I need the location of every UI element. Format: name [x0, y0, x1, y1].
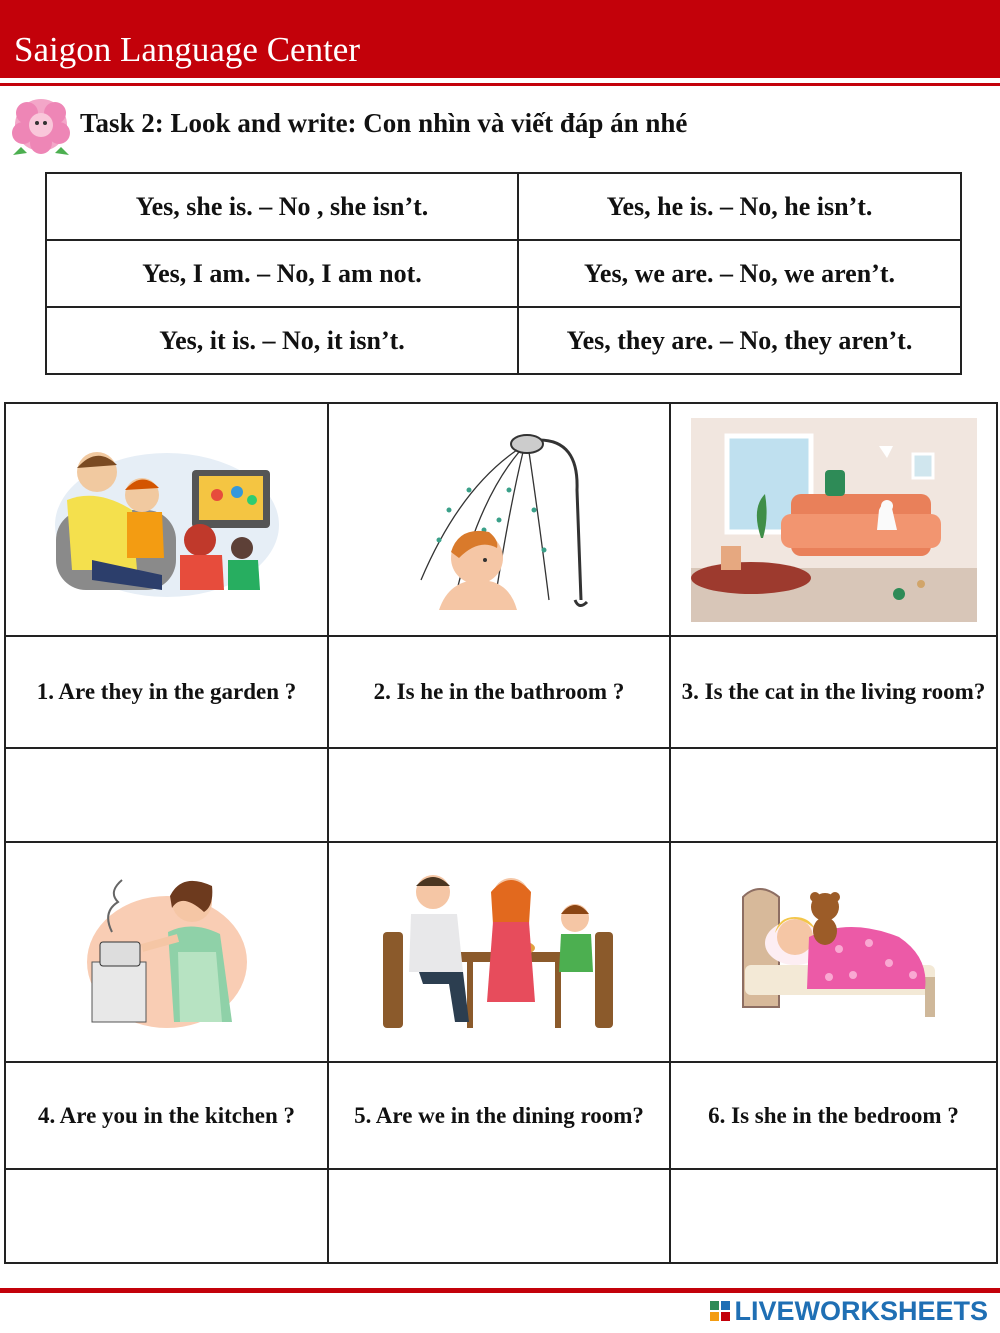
cat-living-room-image — [691, 418, 977, 622]
question-2-text: 2. Is he in the bathroom ? — [373, 679, 625, 704]
family-dining-image — [379, 872, 619, 1032]
picture-row — [5, 403, 997, 636]
question-4-text: 4. Are you in the kitchen ? — [37, 1102, 296, 1128]
answer-cell-5[interactable] — [328, 1169, 670, 1263]
answer-field-4[interactable] — [6, 1170, 327, 1262]
question-row — [5, 636, 997, 748]
picture-cell — [5, 403, 328, 636]
question-cell — [670, 636, 997, 748]
woman-cooking-image — [82, 872, 252, 1032]
answer-cell-6[interactable] — [670, 1169, 997, 1263]
header-divider — [0, 83, 1000, 86]
picture-row — [5, 842, 997, 1062]
answer-bank-row — [46, 307, 961, 374]
answer-field-3[interactable] — [671, 749, 996, 841]
question-cell — [5, 1062, 328, 1169]
picture-cell — [328, 842, 670, 1062]
task-title: Task 2: Look and write: Con nhìn và viết đáp án nhé — [80, 108, 688, 138]
header-bar — [0, 0, 1000, 78]
answer-bank-cell: Yes, it is. – No, it isn’t. — [46, 307, 518, 374]
flower-icon — [8, 92, 74, 158]
answer-bank-row — [46, 173, 961, 240]
question-5-text: 5. Are we in the dining room? — [354, 1102, 644, 1128]
picture-cell — [328, 403, 670, 636]
boy-shower-image — [399, 430, 599, 610]
girl-sleeping-image — [729, 877, 939, 1027]
answer-cell-3[interactable] — [670, 748, 997, 842]
picture-cell — [670, 403, 997, 636]
answer-bank-cell: Yes, I am. – No, I am not. — [46, 240, 518, 307]
question-1-text: 1. Are they in the garden ? — [36, 679, 297, 704]
answer-bank-row — [46, 240, 961, 307]
exercise-grid — [4, 402, 998, 1264]
question-cell — [670, 1062, 997, 1169]
answer-bank-cell: Yes, we are. – No, we aren’t. — [518, 240, 961, 307]
question-cell — [5, 636, 328, 748]
answer-cell-1[interactable] — [5, 748, 328, 842]
answer-field-2[interactable] — [329, 749, 669, 841]
answer-bank-cell: Yes, they are. – No, they aren’t. — [518, 307, 961, 374]
question-6-text: 6. Is she in the bedroom ? — [708, 1102, 959, 1128]
question-cell — [328, 636, 670, 748]
answer-bank-table — [45, 172, 962, 375]
answer-row — [5, 748, 997, 842]
liveworksheets-icon — [710, 1301, 730, 1321]
family-watching-tv-image — [52, 440, 282, 600]
answer-bank-cell: Yes, she is. – No , she isn’t. — [46, 173, 518, 240]
answer-field-1[interactable] — [6, 749, 327, 841]
question-row — [5, 1062, 997, 1169]
answer-bank-cell: Yes, he is. – No, he isn’t. — [518, 173, 961, 240]
footer-divider — [0, 1288, 1000, 1293]
liveworksheets-logo[interactable] — [710, 1296, 988, 1326]
question-3-text: 3. Is the cat in the living room? — [681, 679, 986, 704]
liveworksheets-brand: LIVEWORKSHEETS — [734, 1295, 988, 1326]
answer-row — [5, 1169, 997, 1263]
answer-cell-4[interactable] — [5, 1169, 328, 1263]
question-cell — [328, 1062, 670, 1169]
answer-cell-2[interactable] — [328, 748, 670, 842]
picture-cell — [670, 842, 997, 1062]
answer-field-6[interactable] — [671, 1170, 996, 1262]
answer-field-5[interactable] — [329, 1170, 669, 1262]
picture-cell — [5, 842, 328, 1062]
header-title: Saigon Language Center — [14, 30, 361, 69]
